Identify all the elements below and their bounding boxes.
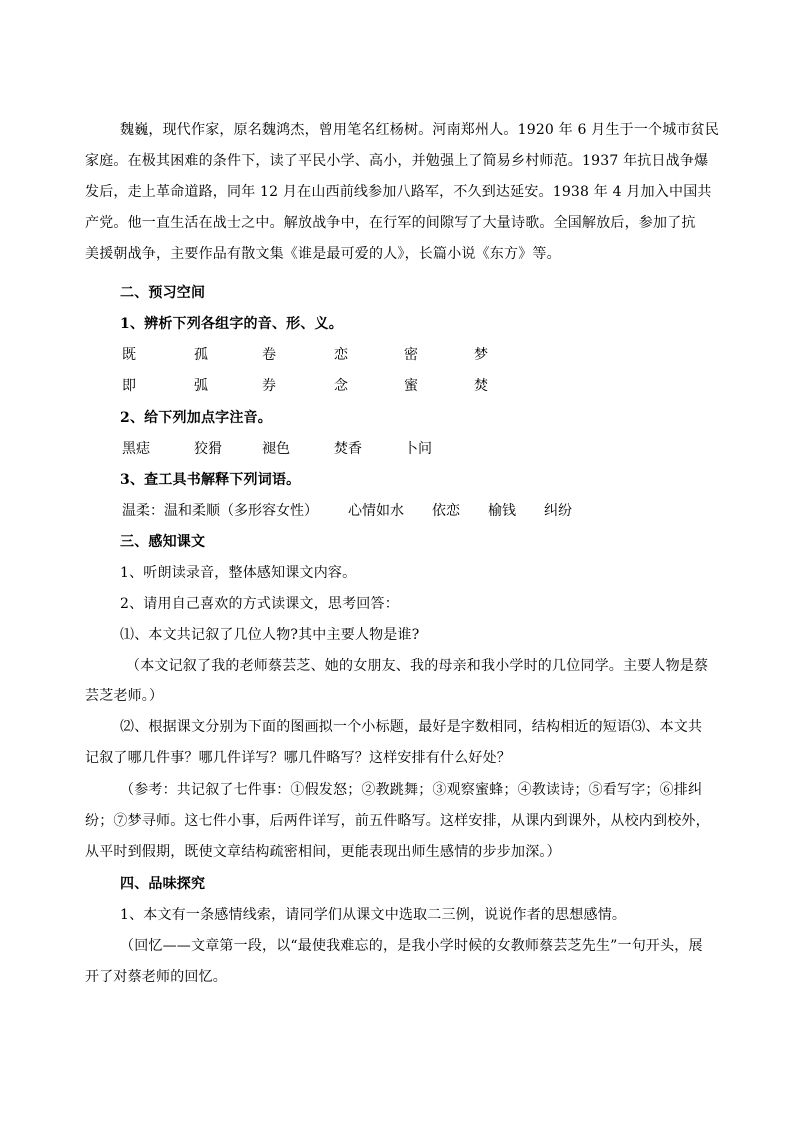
char-cell: 既 — [122, 347, 136, 363]
question-2-line-2: 记叙了哪几件事？哪几件详写？哪几件略写？这样安排有什么好处？ — [85, 750, 511, 766]
question-2-line-1: ⑵、根据课文分别为下面的图画拟一个小标题，最好是字数相同，结构相近的短语⑶、本文共 — [120, 719, 703, 735]
section-heading-explore: 四、品味探究 — [120, 876, 206, 892]
bio-line-1: 魏巍，现代作家，原名魏鸿杰，曾用笔名红杨树。河南郑州人。1920 年 6 月生于一个城市贫民 — [120, 122, 720, 138]
answer-2-line-3: 从平时到假期，既使文章结构疏密相间，更能表现出师生感情的步步加深。） — [85, 844, 561, 860]
char-cell: 蜜 — [404, 378, 418, 394]
section-heading-perceive: 三、感知课文 — [120, 534, 206, 550]
vocab-word: 纠纷 — [544, 503, 572, 519]
answer-2-line-1: （参考：共记叙了七件事：①假发怒；②教跳舞；③观察蜜蜂；④教读诗；⑤看写字；⑥排纠 — [120, 782, 703, 798]
task-emotion-clue: 1、本文有一条感情线索，请同学们从课文中选取二三例，说说作者的思想感情。 — [120, 907, 627, 923]
char-cell: 券 — [262, 378, 276, 394]
pinyin-word: 焚香 — [334, 441, 362, 457]
char-cell: 念 — [334, 378, 348, 394]
vocab-word: 依恋 — [432, 503, 460, 519]
char-cell: 弧 — [194, 378, 208, 394]
char-cell: 梦 — [474, 347, 488, 363]
char-cell: 卷 — [262, 347, 276, 363]
vocab-definition: 温柔：温和柔顺（多形容女性） — [122, 503, 318, 519]
question-vocab: 3、查工具书解释下列词语。 — [120, 472, 301, 488]
pinyin-word: 狡猾 — [194, 441, 222, 457]
question-1: ⑴、本文共记叙了几位人物?其中主要人物是谁? — [120, 627, 420, 643]
answer-2-line-2: 纷；⑦梦寻师。这七件小事，后两件详写，前五件略写。这样安排，从课内到课外，从校内到校外， — [85, 813, 710, 829]
task-read: 2、请用自己喜欢的方式读课文，思考回答： — [120, 596, 399, 612]
bio-line-2: 家庭。在极其困难的条件下，读了平民小学、高小，并勉强上了简易乡村师范。1937 年抗日战争爆 — [85, 153, 709, 169]
task-listen: 1、听朗读录音，整体感知课文内容。 — [120, 565, 357, 581]
char-cell: 孤 — [194, 347, 208, 363]
section-heading-preview: 二、预习空间 — [120, 285, 206, 301]
answer-emotion-line-2: 开了对蔡老师的回忆。 — [85, 969, 227, 985]
vocab-word: 榆钱 — [488, 503, 516, 519]
answer-1-line-1: （本文记叙了我的老师蔡芸芝、她的女朋友、我的母亲和我小学时的几位同学。主要人物是蔡 — [126, 658, 709, 674]
pinyin-word: 卜问 — [404, 441, 432, 457]
question-char-analysis: 1、辨析下列各组字的音、形、义。 — [120, 316, 343, 332]
bio-line-4: 产党。他一直生活在战士之中。解放战争中，在行军的间隙写了大量诗歌。全国解放后，参加了抗 — [85, 215, 696, 231]
answer-1-line-2: 芸芝老师。） — [85, 688, 164, 704]
char-cell: 即 — [122, 378, 136, 394]
pinyin-word: 黑痣 — [122, 441, 150, 457]
bio-line-5: 美援朝战争，主要作品有散文集《谁是最可爱的人》，长篇小说《东方》等。 — [85, 246, 561, 262]
question-pinyin: 2、给下列加点字注音。 — [120, 410, 272, 426]
bio-line-3: 发后，走上革命道路，同年 12 月在山西前线参加八路军，不久到达延安。1938 年 4 月加入中国共 — [85, 184, 712, 200]
answer-emotion-line-1: （回忆——文章第一段，以“最使我难忘的，是我小学时候的女教师蔡芸芝先生”一句开头，展 — [120, 938, 703, 954]
char-cell: 密 — [404, 347, 418, 363]
char-cell: 焚 — [474, 378, 488, 394]
char-cell: 恋 — [334, 347, 348, 363]
pinyin-word: 褪色 — [262, 441, 290, 457]
vocab-word: 心情如水 — [348, 503, 404, 519]
